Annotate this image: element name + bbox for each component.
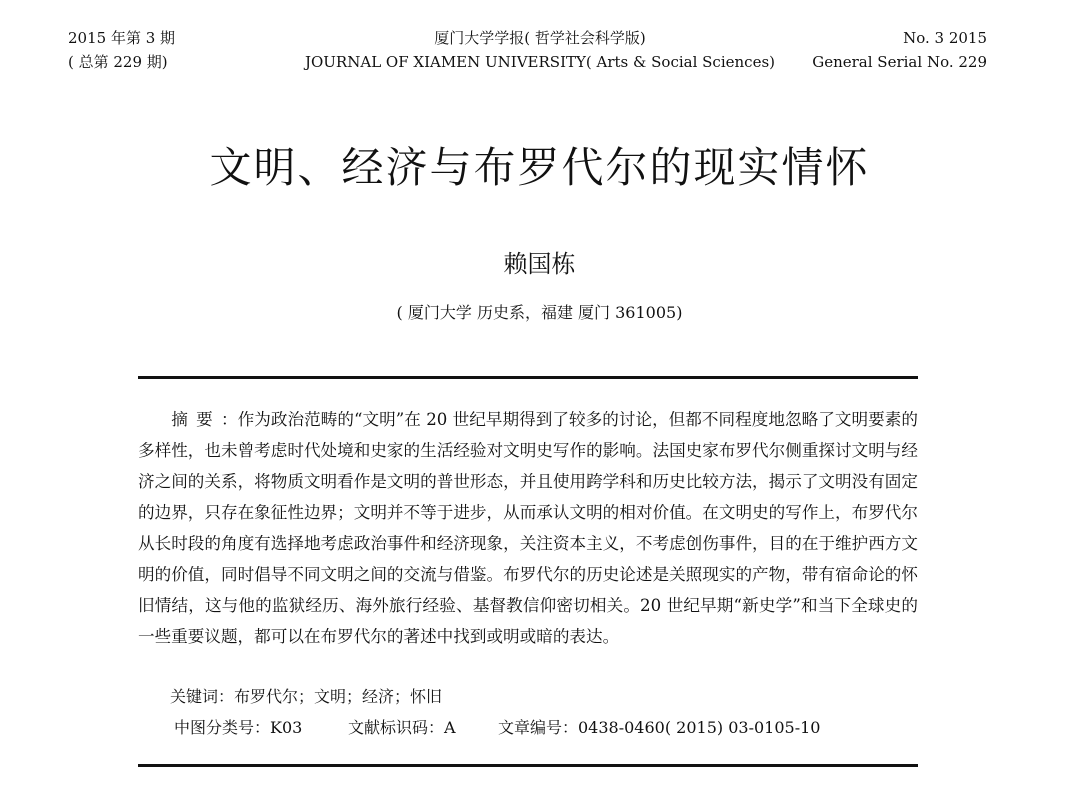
- general-serial-number: General Serial No. 229: [812, 53, 987, 71]
- issue-year-number: 2015 年第 3 期: [68, 29, 176, 47]
- article-title: 文明、经济与布罗代尔的现实情怀: [209, 143, 870, 192]
- journal-issue-info: [68, 26, 175, 74]
- article-author: 赖国栋: [503, 250, 576, 278]
- abstract-label: 摘要: [171, 410, 222, 429]
- issue-serial-total: ( 总第 229 期): [68, 53, 168, 71]
- journal-name-chinese: 厦门大学学报( 哲学社会科学版): [434, 29, 646, 47]
- journal-name-english: JOURNAL OF XIAMEN UNIVERSITY( Arts & Social Sciences): [304, 53, 775, 71]
- document-code: 文献标识码：A: [348, 718, 456, 737]
- abstract: [138, 404, 918, 652]
- article-number: 文章编号：0438-0460( 2015) 03-0105-10: [498, 718, 821, 737]
- top-divider: [138, 376, 918, 379]
- author-affiliation: ( 厦门大学 历史系，福建 厦门 361005): [396, 303, 683, 322]
- journal-name: [250, 26, 830, 74]
- keywords: 关键词：布罗代尔；文明；经济；怀旧: [170, 687, 443, 706]
- bottom-divider: [138, 764, 918, 767]
- clc-number: 中图分类号：K03: [174, 718, 303, 737]
- journal-issue-info-english: [812, 26, 987, 74]
- abstract-text: ：作为政治范畴的“文明”在 20 世纪早期得到了较多的讨论，但都不同程度地忽略了文明要素的多样性，也未曾考虑时代处境和史家的生活经验对文明史写作的影响。法国史家布罗代尔侧重探讨文明与经济之间的关系，将物质文明看作是文明的普世形态，并且使用跨学科和历史比较方法，揭示了文明没有固定的边界，只存在象征性边界；文明并不等于进步，从而承认文明的相对价值。在文明史的写作上，布罗代尔从长时段的角度有选择地考虑政治事件和经济现象，关注资本主义，不考虑创伤事件，目的在于维护西方文明的价值，同时倡导不同文明之间的交流与借鉴。布罗代尔的历史论述是关照现实的产物，带有宿命论的怀旧情结，这与他的监狱经历、海外旅行经验、基督教信仰密切相关。20 世纪早期“新史学”和当下全球史的一些重要议题，都可以在布罗代尔的著述中找到或明或暗的表达。: [138, 410, 918, 646]
- issue-number-english: No. 3 2015: [903, 29, 987, 47]
